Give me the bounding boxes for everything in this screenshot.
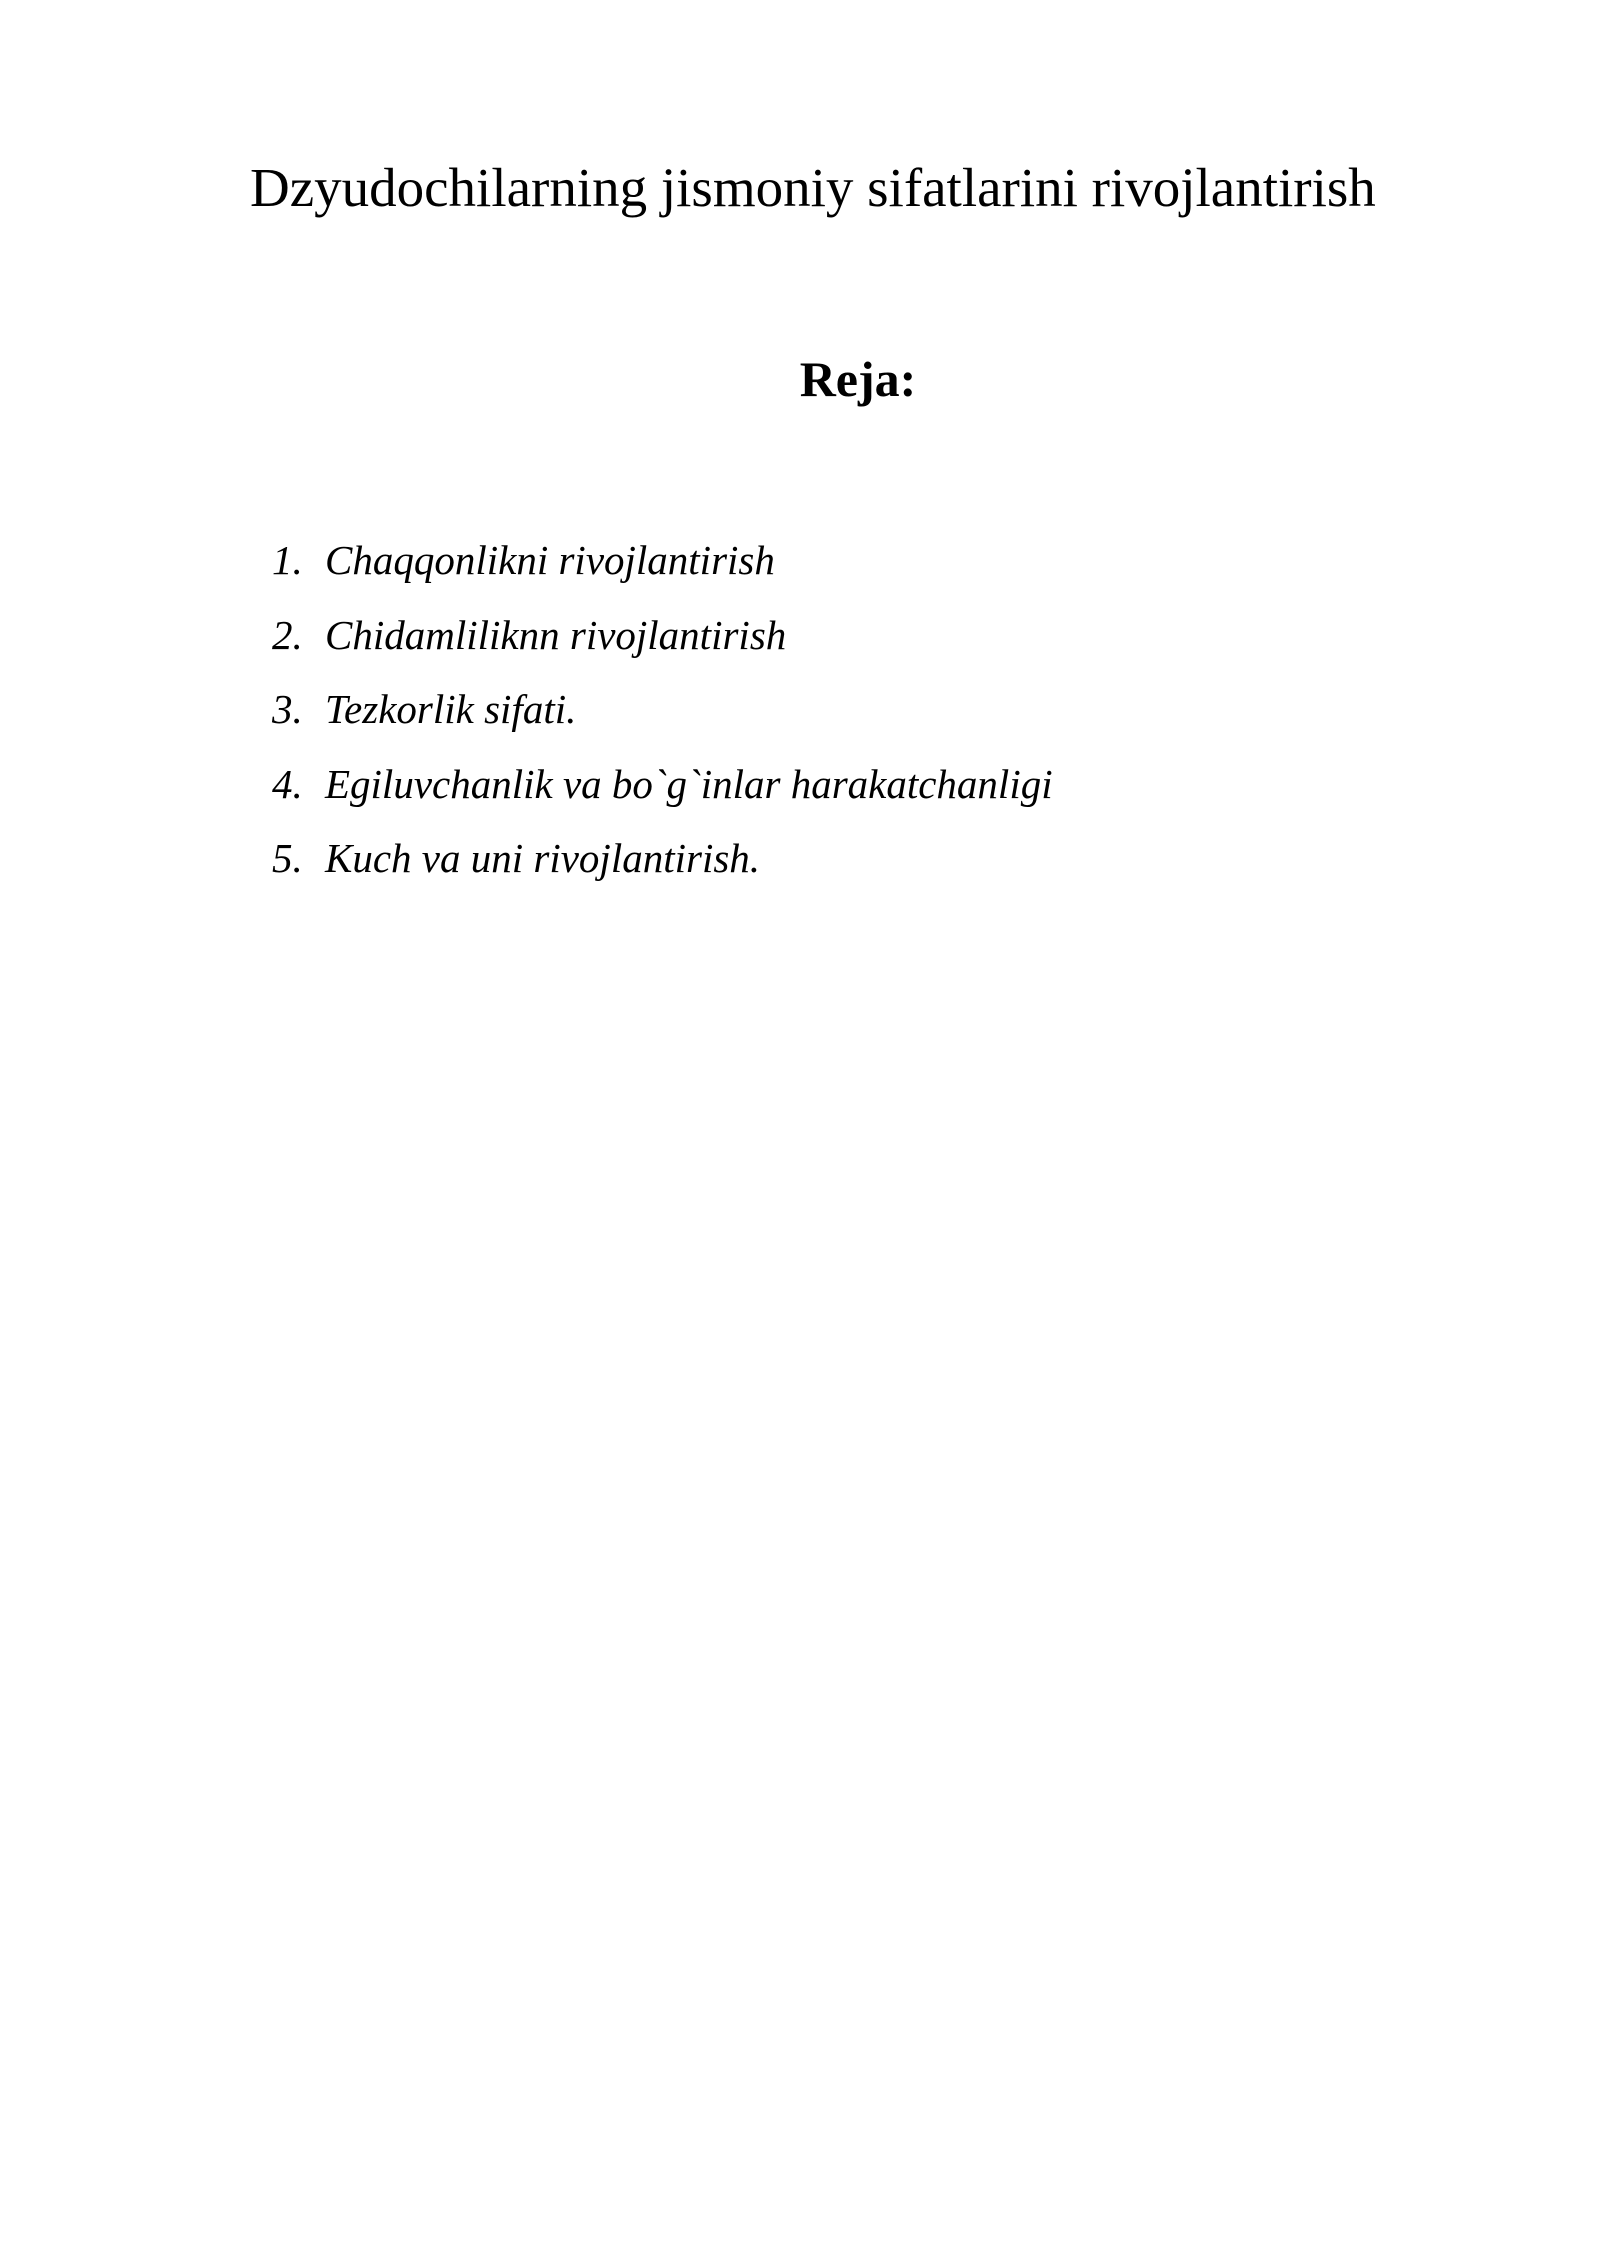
plan-item-text: Egiluvchanlik va bo`g`inlar harakatchanligi <box>325 760 1053 807</box>
plan-item <box>272 821 1053 896</box>
document-title: Dzyudochilarning jismoniy sifatlarini rivojlantirish <box>250 157 1376 218</box>
plan-item-number: 1. <box>272 537 303 583</box>
plan-item-text: Chidamliliknn rivojlantirish <box>325 611 787 658</box>
plan-item-number: 3. <box>272 686 303 732</box>
plan-item-text: Kuch va uni rivojlantirish. <box>325 835 761 881</box>
plan-item <box>272 747 1053 822</box>
plan-item <box>272 598 1053 673</box>
plan-item-number: 2. <box>272 611 303 658</box>
plan-item <box>272 523 1053 598</box>
plan-item-number: 4. <box>272 760 303 807</box>
plan-item <box>272 672 1053 747</box>
plan-list <box>272 523 1053 896</box>
plan-heading: Reja: <box>799 351 917 407</box>
plan-item-number: 5. <box>272 835 303 881</box>
plan-item-text: Chaqqonlikni rivojlantirish <box>325 537 775 583</box>
plan-item-text: Tezkorlik sifati. <box>325 686 577 732</box>
